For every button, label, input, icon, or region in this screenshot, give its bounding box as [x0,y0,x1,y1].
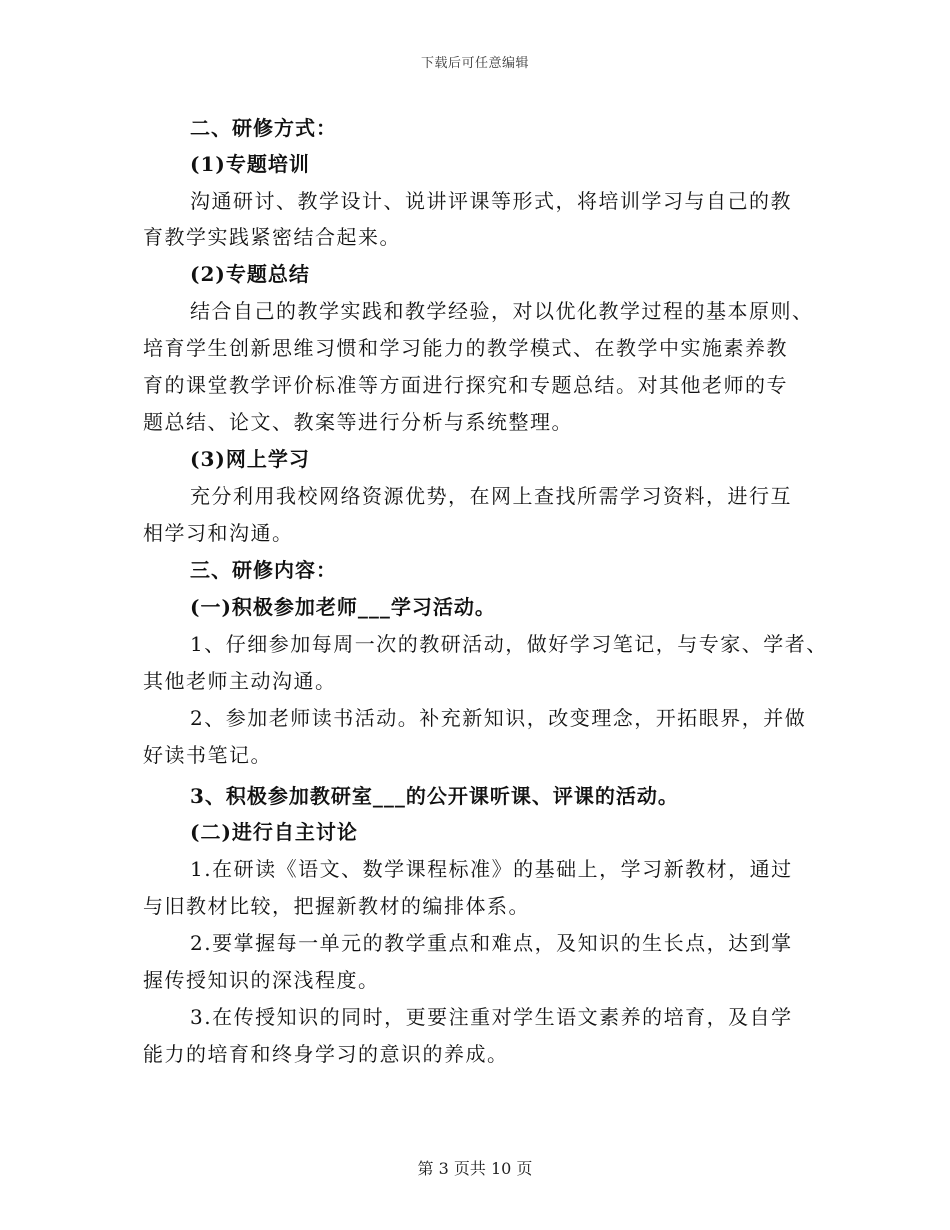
paragraph-line: 相学习和沟通。 [143,521,294,545]
subheading-self-discussion: (二)进行自主讨论 [190,820,358,844]
section-heading-methods: 二、研修方式： [190,116,337,140]
bold-item-open-class: 3、积极参加教研室___的公开课听课、评课的活动。 [190,784,679,808]
paragraph-line: 好读书笔记。 [143,743,272,767]
paragraph-line: 握传授知识的深浅程度。 [143,968,380,992]
paragraph-line: 与旧教材比较，把握新教材的编排体系。 [143,894,530,918]
paragraph-line: 育教学实践紧密结合起来。 [143,225,401,249]
paragraph-line: 沟通研讨、教学设计、说讲评课等形式，将培训学习与自己的教 [190,189,792,213]
paragraph-line: 题总结、论文、教案等进行分析与系统整理。 [143,410,573,434]
subheading-topic-summary: (2)专题总结 [190,262,310,286]
paragraph-line: 培育学生创新思维习惯和学习能力的教学模式、在教学中实施素养教 [143,336,788,360]
paragraph-line: 3.在传授知识的同时，更要注重对学生语文素养的培育，及自学 [190,1005,793,1029]
paragraph-line: 2、参加老师读书活动。补充新知识，改变理念，开拓眼界，并做 [190,706,807,730]
subheading-online-learning: (3)网上学习 [190,447,310,471]
paragraph-line: 结合自己的教学实践和教学经验，对以优化教学过程的基本原则、 [190,299,814,323]
page-footer: 第 3 页共 10 页 [417,1159,533,1178]
page-header: 下载后可任意编辑 [420,56,529,71]
subheading-teacher-learning: (一)积极参加老师___学习活动。 [190,595,496,619]
paragraph-line: 充分利用我校网络资源优势，在网上查找所需学习资料，进行互 [190,484,792,508]
paragraph-line: 2.要掌握每一单元的教学重点和难点，及知识的生长点，达到掌 [190,931,793,955]
subheading-topic-training: (1)专题培训 [190,152,310,176]
section-heading-content: 三、研修内容： [190,558,337,582]
paragraph-line: 育的课堂教学评价标准等方面进行探究和专题总结。对其他老师的专 [143,373,788,397]
paragraph-line: 1、仔细参加每周一次的教研活动，做好学习笔记，与专家、学者、 [190,632,828,656]
paragraph-line: 其他老师主动沟通。 [143,669,337,693]
paragraph-line: 1.在研读《语文、数学课程标准》的基础上，学习新教材，通过 [190,857,793,881]
paragraph-line: 能力的培育和终身学习的意识的养成。 [143,1042,509,1066]
